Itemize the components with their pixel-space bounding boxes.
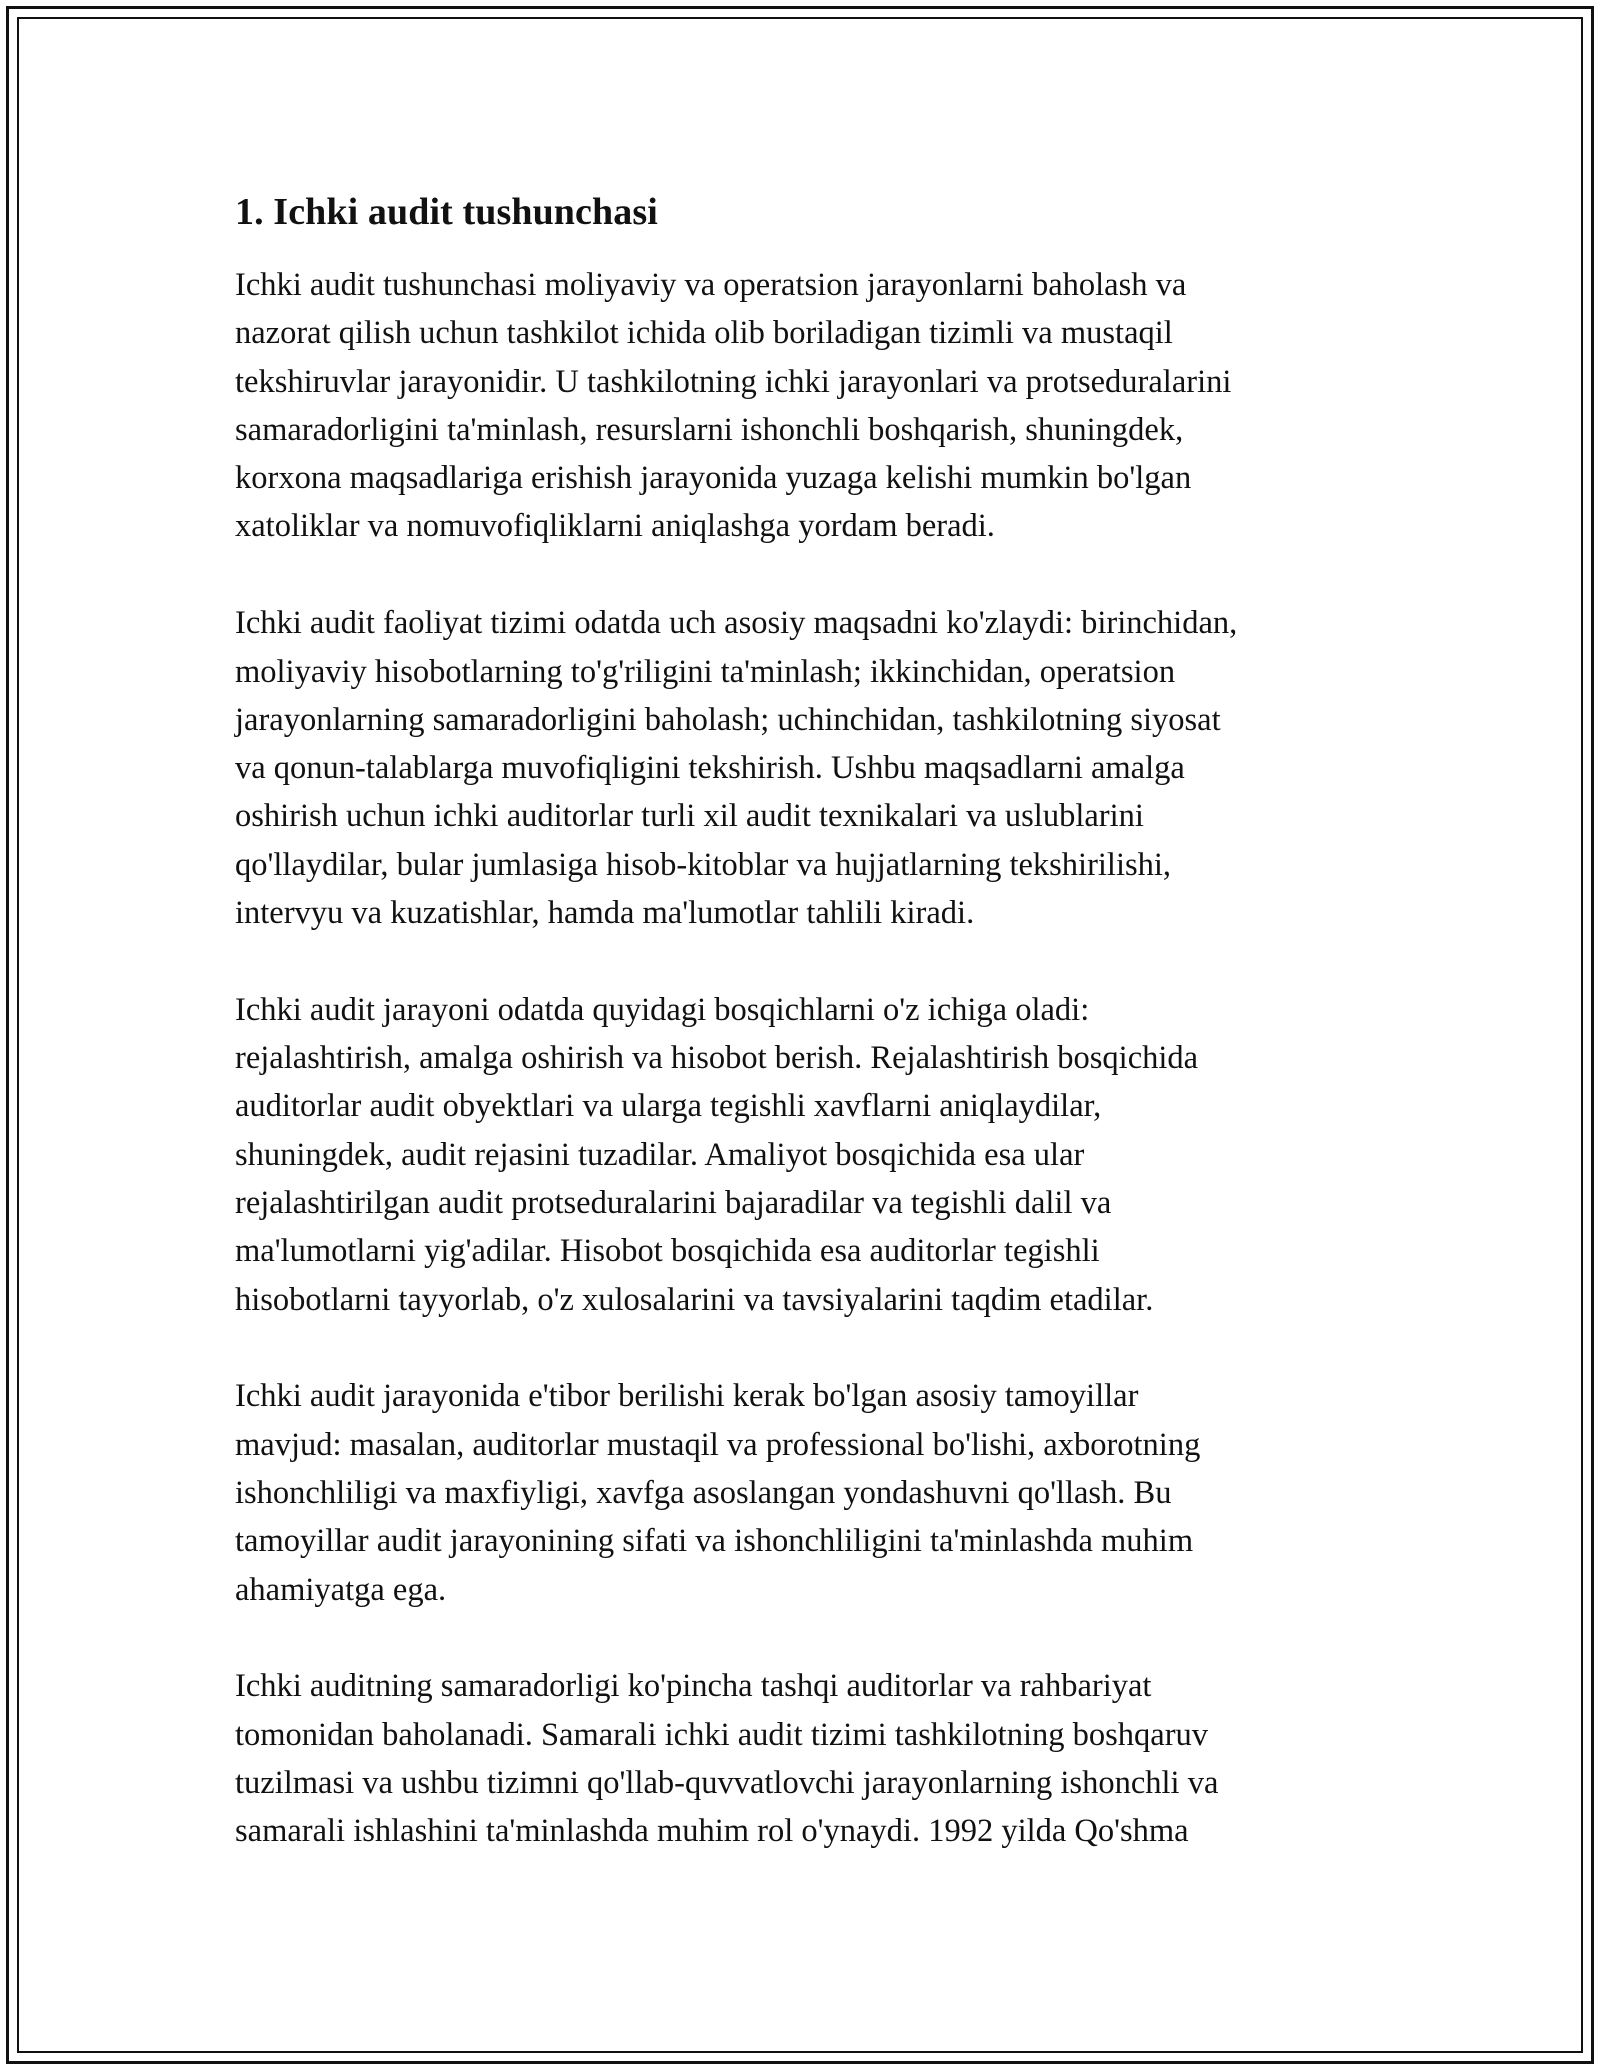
paragraph-3: Ichki audit jarayoni odatda quyidagi bosqichlarni o'z ichiga oladi: rejalashtirish, amalga oshirish va hisobot berish. Rejalashtirish bosqichida auditorlar audit obyektlari va ularga tegishli xavflarni aniqlaydilar, shuningdek, audit rejasini tuzadilar. Amaliyot bosqichida esa ular rejalashtirilgan audit protseduralarini bajaradilar va tegishli dalil va ma'lumotlarni yig'adilar. Hisobot bosqichida esa auditorlar tegishli hisobotlarni tayyorlab, o'z xulosalarini va tavsiyalarini taqdim etadilar. [235, 991, 1199, 1318]
paragraph-4: Ichki audit jarayonida e'tibor berilishi kerak bo'lgan asosiy tamoyillar mavjud: masalan, auditorlar mustaqil va professional bo'lishi, axborotning ishonchliligi va maxfiyligi, xavfga asoslangan yondashuvni qo'llash. Bu tamoyillar audit jarayonining sifati va ishonchliligini ta'minlashda muhim ahamiyatga ega. [235, 1378, 1201, 1608]
section-title: 1. Ichki audit tushunchasi [235, 191, 658, 233]
paragraph-5: Ichki auditning samaradorligi ko'pincha tashqi auditorlar va rahbariyat tomonidan baholanadi. Samarali ichki audit tizimi tashkilotning boshqaruv tuzilmasi va ushbu tizimni qo'llab-quvvatlovchi jarayonlarning ishonchli va samarali ishlashini ta'minlashda muhim rol o'ynaydi. 1992 yilda Qo'shma [235, 1668, 1219, 1850]
paragraph-2: Ichki audit faoliyat tizimi odatda uch asosiy maqsadni ko'zlaydi: birinchidan, moliyaviy hisobotlarning to'g'riligini ta'minlash; ikkinchidan, operatsion jarayonlarning samaradorligini baholash; uchinchidan, tashkilotning siyosat va qonun-talablarga muvofiqligini tekshirish. Ushbu maqsadlarni amalga oshirish uchun ichki auditorlar turli xil audit texnikalari va uslublarini qo'llaydilar, bular jumlasiga hisob-kitoblar va hujjatlarning tekshirilishi, intervyu va kuzatishlar, hamda ma'lumotlar tahlili kiradi. [235, 605, 1238, 932]
document-body [235, 188, 1395, 1904]
paragraph-1: Ichki audit tushunchasi moliyaviy va operatsion jarayonlarni baholash va nazorat qilish uchun tashkilot ichida olib boriladigan tizimli va mustaqil tekshiruvlar jarayonidir. U tashkilotning ichki jarayonlari va protseduralarini samaradorligini ta'minlash, resurslarni ishonchli boshqarish, shuningdek, korxona maqsadlariga erishish jarayonida yuzaga kelishi mumkin bo'lgan xatoliklar va nomuvofiqliklarni aniqlashga yordam beradi. [235, 267, 1232, 545]
